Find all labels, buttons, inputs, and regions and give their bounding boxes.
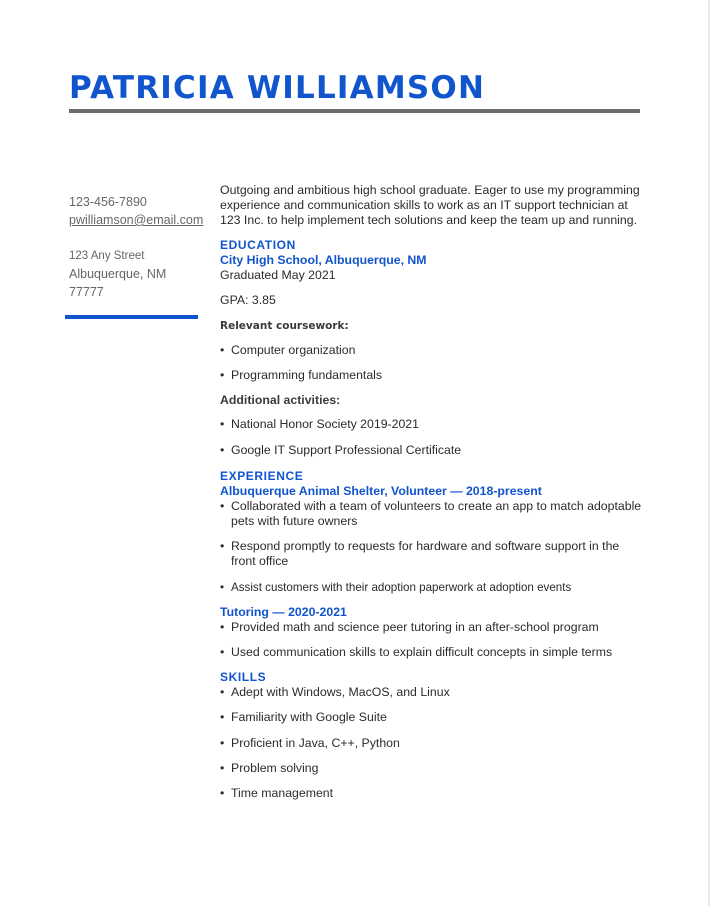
list-item: • Used communication skills to explain difficult concepts in simple terms (220, 645, 645, 660)
experience-heading: EXPERIENCE (220, 468, 304, 483)
resume-body (220, 183, 645, 801)
email-link[interactable]: pwilliamson@email.com (69, 213, 204, 227)
job-title: Tutoring — 2020-2021 (220, 604, 347, 619)
education-heading: EDUCATION (220, 237, 296, 252)
contact-spacer (69, 229, 209, 247)
list-item: • Problem solving (220, 761, 645, 776)
school-name: City High School, Albuquerque, NM (220, 252, 427, 267)
list-item: • Collaborated with a team of volunteers to create an app to match adoptable pets with future owners (220, 499, 645, 529)
name-divider (69, 109, 640, 113)
list-item: • Respond promptly to requests for hardware and software support in the front office (220, 539, 645, 569)
list-item: • Programming fundamentals (220, 368, 645, 383)
activities-list (220, 417, 645, 457)
list-item: • Adept with Windows, MacOS, and Linux (220, 685, 645, 700)
coursework-label: Relevant coursework: (220, 320, 349, 333)
list-item: • National Honor Society 2019-2021 (220, 417, 645, 432)
contact-info (69, 193, 209, 301)
zip-code: 77777 (69, 285, 104, 299)
job-bullets (220, 499, 645, 595)
graduation-date: Graduated May 2021 (220, 267, 336, 282)
list-item: • Assist customers with their adoption paperwork at adoption events (220, 580, 645, 595)
list-item: • Familiarity with Google Suite (220, 710, 645, 725)
list-item: • Google IT Support Professional Certificate (220, 443, 645, 458)
gpa: GPA: 3.85 (220, 292, 276, 307)
list-item: • Provided math and science peer tutoring in an after-school program (220, 620, 645, 635)
sidebar-divider (65, 315, 198, 319)
skills-list (220, 685, 645, 801)
activities-label: Additional activities: (220, 393, 341, 408)
city-state: Albuquerque, NM (69, 267, 167, 281)
job-bullets (220, 620, 645, 660)
skills-heading: SKILLS (220, 670, 267, 685)
list-item: • Time management (220, 786, 645, 801)
list-item: • Proficient in Java, C++, Python (220, 736, 645, 751)
street-address: 123 Any Street (69, 250, 145, 262)
summary: Outgoing and ambitious high school graduate. Eager to use my programming experience and communication skills to work as an IT support technician at 123 Inc. to help implement tech solutions and keep the team up and running. (220, 183, 640, 228)
job-title: Albuquerque Animal Shelter, Volunteer — 2018-present (220, 483, 542, 498)
coursework-list (220, 343, 645, 383)
list-item: • Computer organization (220, 343, 645, 358)
phone: 123-456-7890 (69, 195, 147, 209)
candidate-name: PATRICIA WILLIAMSON (69, 70, 486, 106)
